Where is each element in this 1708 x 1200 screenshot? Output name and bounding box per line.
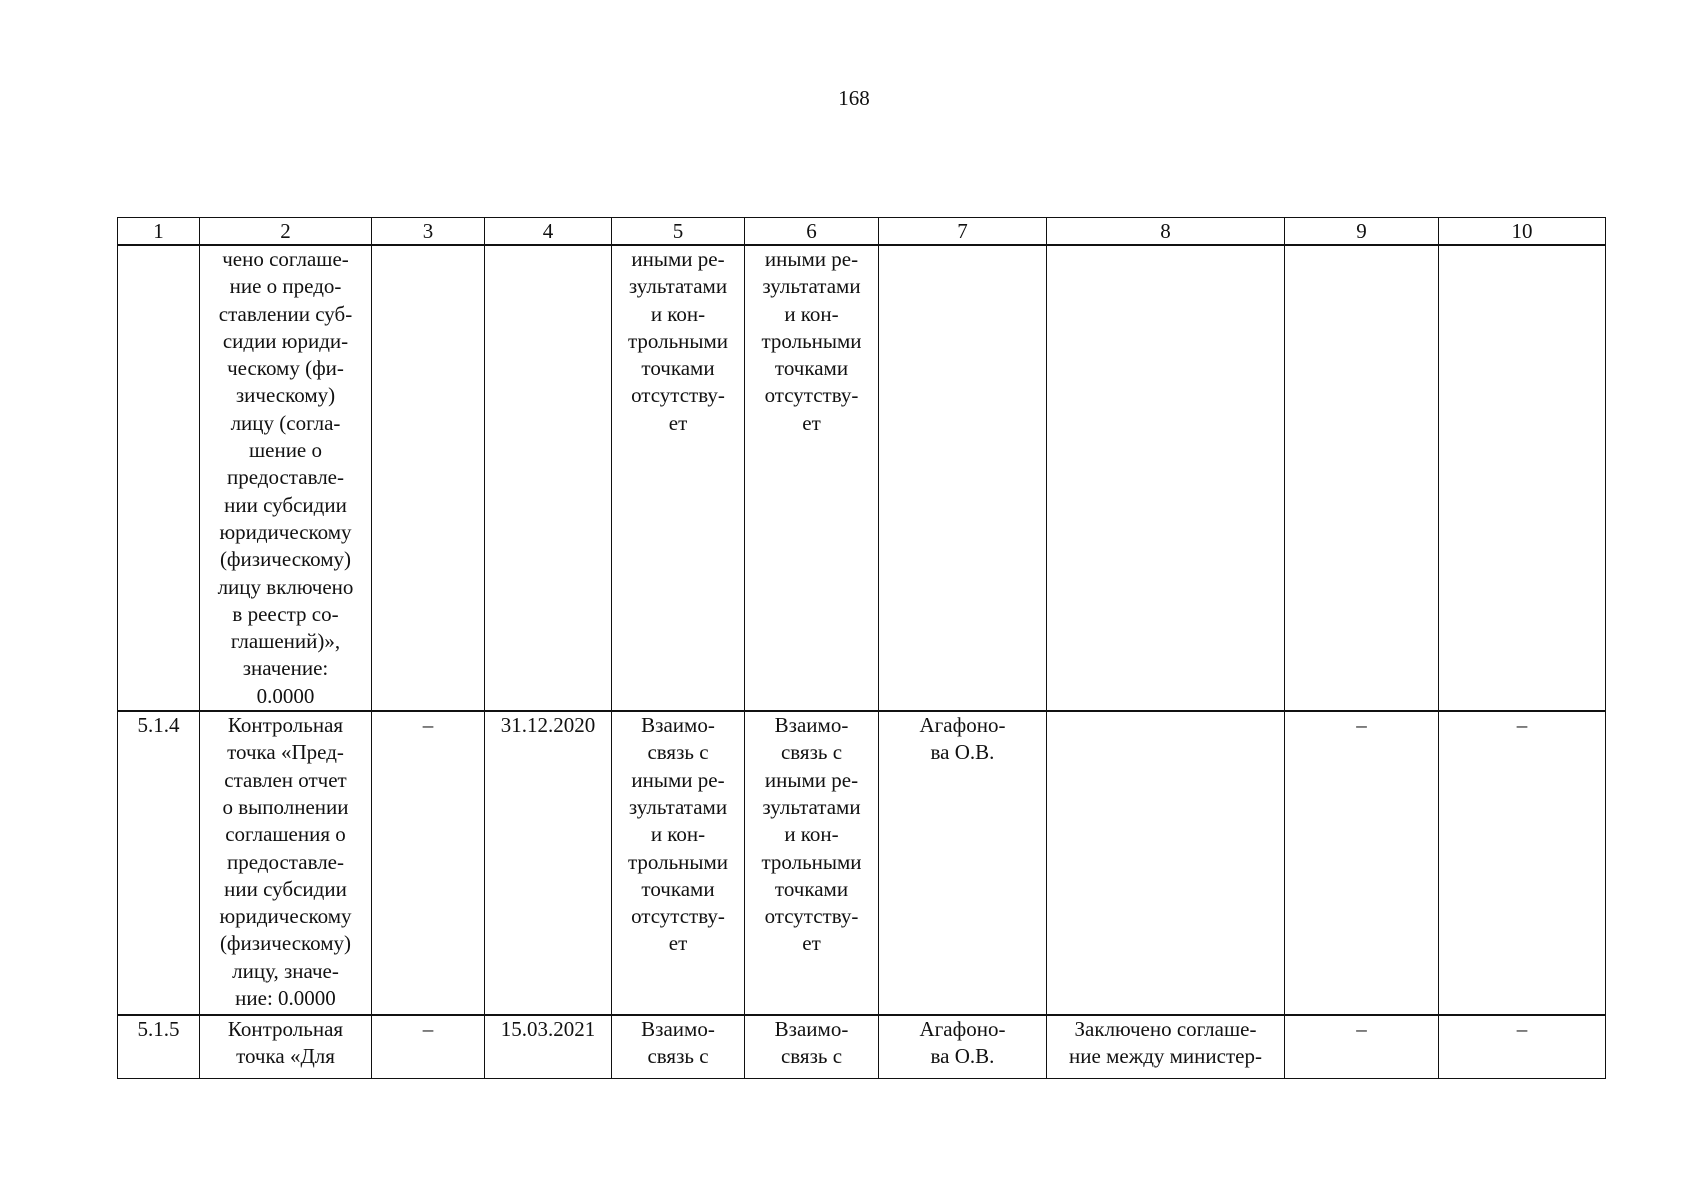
description-cell [200, 711, 372, 1015]
cell-text-line: зическому) [235, 383, 336, 408]
cell-text-line: трольными [761, 849, 862, 874]
table-row [118, 1015, 1606, 1079]
cell-text-line: и кон- [784, 822, 839, 847]
cell-text-line: Контрольная [227, 1017, 344, 1042]
item-number-cell: 5.1.4 [118, 711, 200, 1015]
cell-text-line: в реестр со- [232, 601, 339, 626]
date-cell: 15.03.2021 [485, 1015, 612, 1079]
cell-text-line: зультатами [628, 794, 728, 819]
cell-text-line: Агафоно- [919, 713, 1006, 738]
column-number: 10 [1439, 218, 1606, 246]
column-number: 7 [879, 218, 1047, 246]
cell-text-line: точками [774, 876, 849, 901]
column-number-row [118, 218, 1606, 246]
cell-text-line: о выполнении [222, 794, 349, 819]
cell-text-line: трольными [761, 328, 862, 353]
cell-text-line: лицу (согла- [230, 410, 341, 435]
cell-text-line: Взаимо- [774, 1017, 849, 1042]
relation-cell [745, 711, 879, 1015]
column-number: 6 [745, 218, 879, 246]
column-number: 2 [200, 218, 372, 246]
cell-text-line: отсутству- [631, 904, 725, 929]
column-10-cell [1439, 245, 1606, 711]
cell-text-line: ва О.В. [930, 1044, 995, 1069]
cell-text-line: чено соглаше- [222, 247, 349, 271]
cell-text-line: юридическому [219, 519, 352, 544]
cell-text-line: ет [668, 410, 688, 435]
relation-cell [612, 1015, 745, 1079]
cell-text-line: иными ре- [631, 247, 725, 271]
cell-text-line: (физическому) [219, 547, 352, 572]
cell-text-line: ставлен отчет [224, 767, 347, 792]
cell-text-line: ние о предо- [229, 274, 342, 299]
cell-text-line: Взаимо- [774, 713, 849, 738]
cell-text-line: трольными [627, 328, 729, 353]
cell-text-line: иными ре- [764, 767, 859, 792]
cell-text-line: ческому (фи- [227, 356, 344, 381]
cell-text-line: точка «Пред- [227, 740, 344, 765]
cell-text-line: зультатами [628, 274, 728, 299]
column-3-cell: – [372, 1015, 485, 1079]
item-number-cell [118, 245, 200, 711]
cell-text-line: лицу, значе- [232, 958, 339, 983]
cell-text-line: глашений)», [230, 629, 341, 654]
column-10-cell: – [1439, 1015, 1606, 1079]
cell-text-line: ет [802, 410, 821, 435]
cell-text-line: и кон- [650, 822, 706, 847]
responsible-cell [879, 245, 1047, 711]
cell-text-line: Агафоно- [919, 1017, 1006, 1042]
column-9-cell: – [1285, 1015, 1439, 1079]
page-number: 168 [838, 86, 870, 110]
column-number: 5 [612, 218, 745, 246]
cell-text-line: юридическому [219, 904, 352, 929]
cell-text-line: ние между министер- [1069, 1044, 1262, 1069]
cell-text-line: предоставле- [227, 849, 344, 874]
cell-text-line: ет [668, 931, 688, 956]
cell-text-line: Заключено соглаше- [1074, 1017, 1257, 1042]
description-cell [200, 1015, 372, 1079]
column-number: 4 [485, 218, 612, 246]
cell-text-line: предоставле- [227, 465, 344, 490]
column-9-cell: – [1285, 711, 1439, 1015]
cell-text-line: и кон- [650, 301, 706, 326]
column-10-cell: – [1439, 711, 1606, 1015]
cell-text-line: шение о [248, 438, 323, 463]
cell-text-line: иными ре- [631, 767, 725, 792]
cell-text-line: ставлении суб- [218, 301, 353, 326]
cell-text-line: связь с [647, 740, 709, 765]
cell-text-line: Взаимо- [641, 713, 715, 738]
cell-text-line: ние: 0.0000 [235, 986, 336, 1011]
description-cell [200, 245, 372, 711]
cell-text-line: значение: [242, 656, 329, 681]
cell-text-line: ет [802, 931, 821, 956]
column-number: 3 [372, 218, 485, 246]
relation-cell [612, 711, 745, 1015]
table-row [118, 245, 1606, 711]
cell-text-line: Контрольная [227, 713, 344, 738]
control-points-table [117, 217, 1606, 1079]
relation-cell [745, 1015, 879, 1079]
relation-cell [745, 245, 879, 711]
cell-text-line: связь с [780, 740, 843, 765]
relation-cell [612, 245, 745, 711]
result-cell [1047, 711, 1285, 1015]
cell-text-line: отсутству- [764, 383, 859, 408]
cell-text-line: 0.0000 [256, 683, 315, 708]
cell-text-line: связь с [780, 1044, 843, 1069]
cell-text-line: ва О.В. [930, 740, 995, 765]
cell-text-line: зультатами [762, 794, 861, 819]
cell-text-line: зультатами [762, 274, 861, 299]
cell-text-line: нии субсидии [224, 492, 347, 517]
cell-text-line: лицу включено [217, 574, 354, 599]
cell-text-line: точками [774, 356, 849, 381]
column-3-cell [372, 245, 485, 711]
cell-text-line: связь с [647, 1044, 709, 1069]
item-number-cell: 5.1.5 [118, 1015, 200, 1079]
cell-text-line: Взаимо- [641, 1017, 715, 1042]
column-9-cell [1285, 245, 1439, 711]
result-cell [1047, 1015, 1285, 1079]
cell-text-line: трольными [627, 849, 729, 874]
responsible-cell [879, 711, 1047, 1015]
cell-text-line: точками [641, 356, 715, 381]
cell-text-line: иными ре- [764, 247, 859, 271]
responsible-cell [879, 1015, 1047, 1079]
cell-text-line: точка «Для [236, 1044, 335, 1069]
column-number: 9 [1285, 218, 1439, 246]
table-row [118, 711, 1606, 1015]
column-number: 8 [1047, 218, 1285, 246]
cell-text-line: сидии юриди- [222, 328, 349, 353]
column-3-cell: – [372, 711, 485, 1015]
cell-text-line: отсутству- [631, 383, 725, 408]
column-number: 1 [118, 218, 200, 246]
cell-text-line: (физическому) [219, 931, 352, 956]
cell-text-line: и кон- [784, 301, 839, 326]
date-cell: 31.12.2020 [485, 711, 612, 1015]
cell-text-line: нии субсидии [224, 876, 347, 901]
date-cell [485, 245, 612, 711]
result-cell [1047, 245, 1285, 711]
cell-text-line: точками [641, 876, 715, 901]
cell-text-line: отсутству- [764, 904, 859, 929]
cell-text-line: соглашения о [225, 822, 346, 847]
